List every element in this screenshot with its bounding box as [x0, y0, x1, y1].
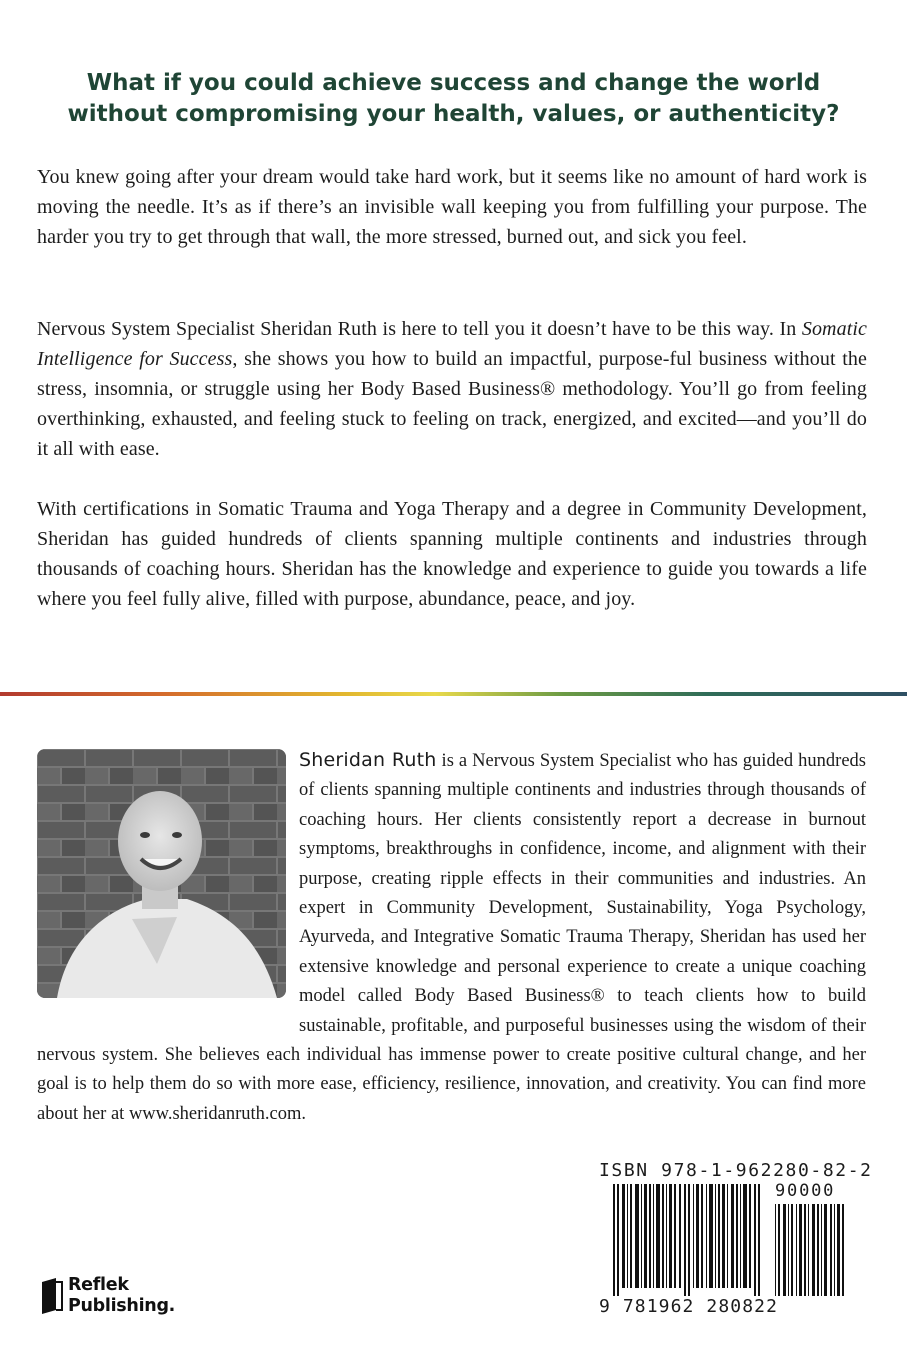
author-bio-text: is a Nervous System Specialist who has guided hundreds of clients spanning multiple continents and industries through thousands of coaching hours. Her clients consistently report a decrease in burnout symptoms, breakthroughs in confidence, income, and alignment with their purpose, creating ripple effects in their communities and industries. An expert in Community Development, Sustainability, Yoga Psychology, Ayurveda, and Integrative Somatic Trauma Therapy, Sheridan has used her extensive knowledge and personal experience to create a unique coaching model called Body Based Business® to teach clients how to build sustainable, profitable, and purposeful businesses using the wisdom of their nervous system. She believes each individual has immense power to create positive cultural change, and her goal is to help them do so with more ease, efficiency, resilience, innovation, and creativity. You can find more about her at www.sheridanruth.com. — [37, 751, 866, 1124]
credentials-paragraph: With certifications in Somatic Trauma and Yoga Therapy and a degree in Community Development, Sheridan has guided hundreds of clients spanning multiple continents and industries through thousands of coaching hours. Sheridan has the knowledge and experience to guide you towards a life where you feel fully alive, filled with purpose, abundance, peace, and joy. — [37, 498, 867, 610]
pitch-text-start: Nervous System Specialist Sheridan Ruth is here to tell you it doesn’t have to be this way. In — [37, 318, 802, 340]
barcode-digits: 9 781962 280822 — [599, 1296, 779, 1317]
publisher-name — [68, 1275, 175, 1317]
book-pitch-paragraph — [37, 314, 867, 464]
photo-spacer — [37, 746, 299, 1036]
book-door-icon — [40, 1278, 64, 1314]
rainbow-divider — [0, 692, 907, 696]
addon-barcode-bars — [775, 1204, 847, 1296]
publisher-line-2: Publishing. — [68, 1296, 176, 1316]
ean-barcode-bars — [613, 1184, 771, 1296]
intro-paragraph: You knew going after your dream would take hard work, but it seems like no amount of hard work is moving the needle. It’s as if there’s an invisible wall keeping you from fulfilling your purpose. The harder you try to get through that wall, the more stressed, burned out, and sick you feel. — [37, 166, 867, 248]
author-name: Sheridan Ruth — [299, 749, 437, 771]
isbn-label: ISBN 978-1-962280-82-2 — [599, 1160, 873, 1181]
author-bio — [37, 746, 866, 1129]
pitch-text-end: , she shows you how to build an impactful, purpose-ful business without the stress, insomnia, or struggle using her Body Based Business® methodology. You’ll go from feeling overthinking, exhausted, and feeling stuck to feeling on track, energized, and excited—and you’ll do it all with ease. — [37, 348, 867, 460]
publisher-line-1: Reflek — [68, 1275, 129, 1295]
headline: What if you could achieve success and change the world without compromising your health, values, or authenticity? — [67, 70, 840, 127]
isbn-barcode — [599, 1160, 873, 1320]
book-title: Somatic Intelligence for Success — [37, 318, 867, 370]
price-addon-code: 90000 — [775, 1181, 836, 1201]
